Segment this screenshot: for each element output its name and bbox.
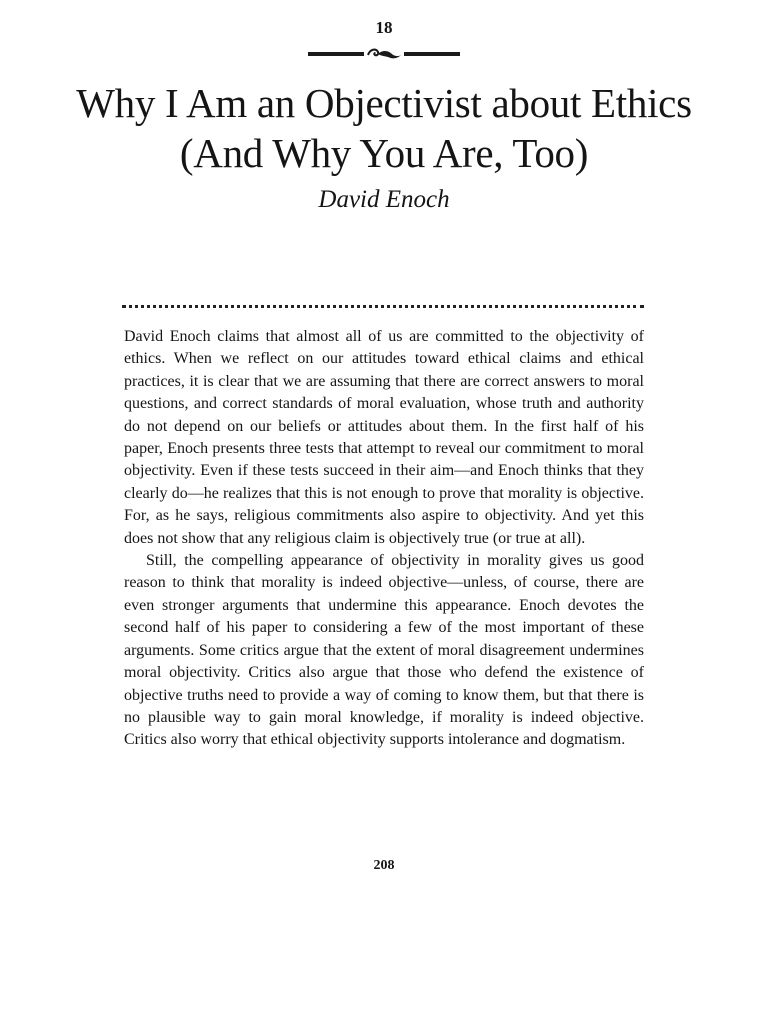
chapter-ornament [0, 46, 768, 62]
intro-paragraph-2: Still, the compelling appearance of objectivity in morality gives us good reason to think that morality is indeed objective—unless, of course, there are even stronger arguments that undermine this appearance. Enoch devotes the second half of his paper to considering a few of the most important of these arguments. Some critics argue that the extent of moral disagreement undermines moral objectivity. Critics also argue that those who defend the existence of objective truths need to provide a way of coming to know them, but that there is no plausible way to gain moral knowledge, if morality is indeed objective. Critics also worry that ethical objectivity supports intolerance and dogmatism. [124, 552, 644, 749]
fleuron-ornament-icon [308, 46, 460, 62]
page-number: 208 [373, 858, 395, 873]
chapter-introduction [124, 326, 644, 752]
author-name: David Enoch [318, 186, 450, 213]
intro-paragraph-1: David Enoch claims that almost all of us are committed to the objectivity of ethics. When we reflect on our attitudes toward ethical claims and ethical practices, it is clear that we are assuming that there are correct answers to moral questions, and correct standards of moral evaluation, whose truth and authority do not depend on our beliefs or attitudes about them. In the first half of his paper, Enoch presents three tests that attempt to reveal our commitment to moral objectivity. Even if these tests succeed in their aim—and Enoch thinks that they clearly do—he realizes that this is not enough to prove that morality is objective. For, as he says, religious commitments also aspire to objectivity. And yet this does not show that any religious claim is objectively true (or true at all). [124, 328, 644, 547]
dotted-divider [122, 305, 644, 308]
chapter-title: Why I Am an Objectivist about Ethics (And Why You Are, Too) [76, 80, 692, 176]
chapter-number: 18 [375, 18, 393, 37]
